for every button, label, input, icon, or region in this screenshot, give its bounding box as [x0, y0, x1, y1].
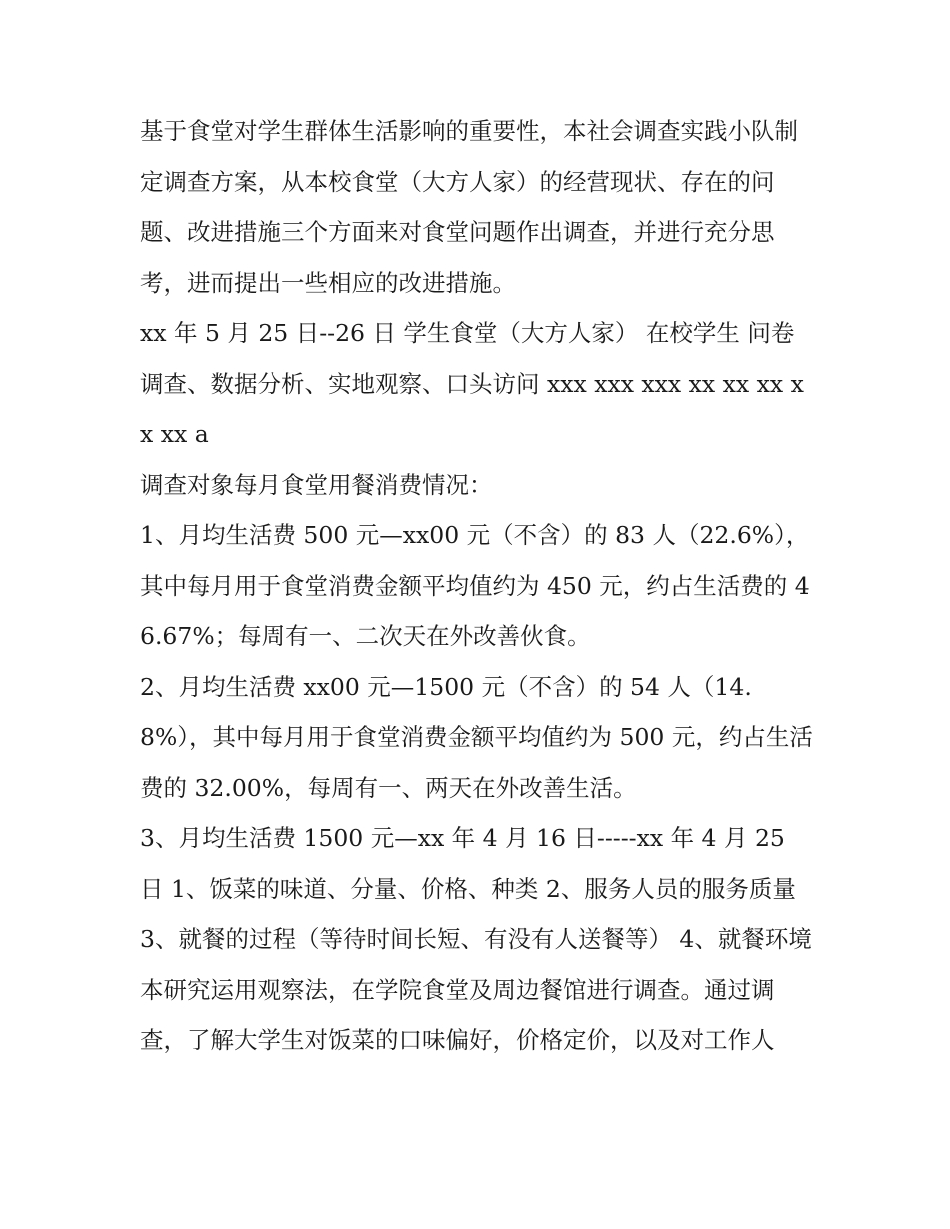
paragraph-intro: 基于食堂对学生群体生活影响的重要性，本社会调查实践小队制定调查方案，从本校食堂（大方人家）的经营现状、存在的问题、改进措施三个方面来对食堂问题作出调查，并进行充分思考，进而提出一些相应的改进措施。 [140, 117, 798, 297]
paragraph-survey-items: 3、就餐的过程（等待时间长短、有没有人送餐等） 4、就餐环境 [140, 925, 812, 953]
paragraph-consumption-heading: 调查对象每月食堂用餐消费情况： [140, 470, 493, 499]
document-body [140, 106, 815, 1066]
paragraph-survey-info: xx 年 5 月 25 日--26 日 学生食堂（大方人家） 在校学生 问卷调查、数据分析、实地观察、口头访问 xxx xxx xxx xx xx xx xx xx a [140, 319, 804, 448]
paragraph-method: 本研究运用观察法，在学院食堂及周边餐馆进行调查。通过调查，了解大学生对饭菜的口味偏好，价格定价，以及对工作人 [140, 975, 775, 1054]
paragraph-group-1: 1、月均生活费 500 元—xx00 元（不含）的 83 人（22.6%），其中每月用于食堂消费金额平均值约为 450 元，约占生活费的 46.67%；每周有一、二次天在外改善伙食。 [140, 521, 810, 650]
paragraph-group-2: 2、月均生活费 xx00 元—1500 元（不含）的 54 人（14.8%），其中每月用于食堂消费金额平均值约为 500 元，约占生活费的 32.00%，每周有一、两天在外改善生活。 [140, 672, 813, 802]
paragraph-group-3: 3、月均生活费 1500 元—xx 年 4 月 16 日-----xx 年 4 月 25 日 1、饭菜的味道、分量、价格、种类 2、服务人员的服务质量 [140, 824, 796, 903]
